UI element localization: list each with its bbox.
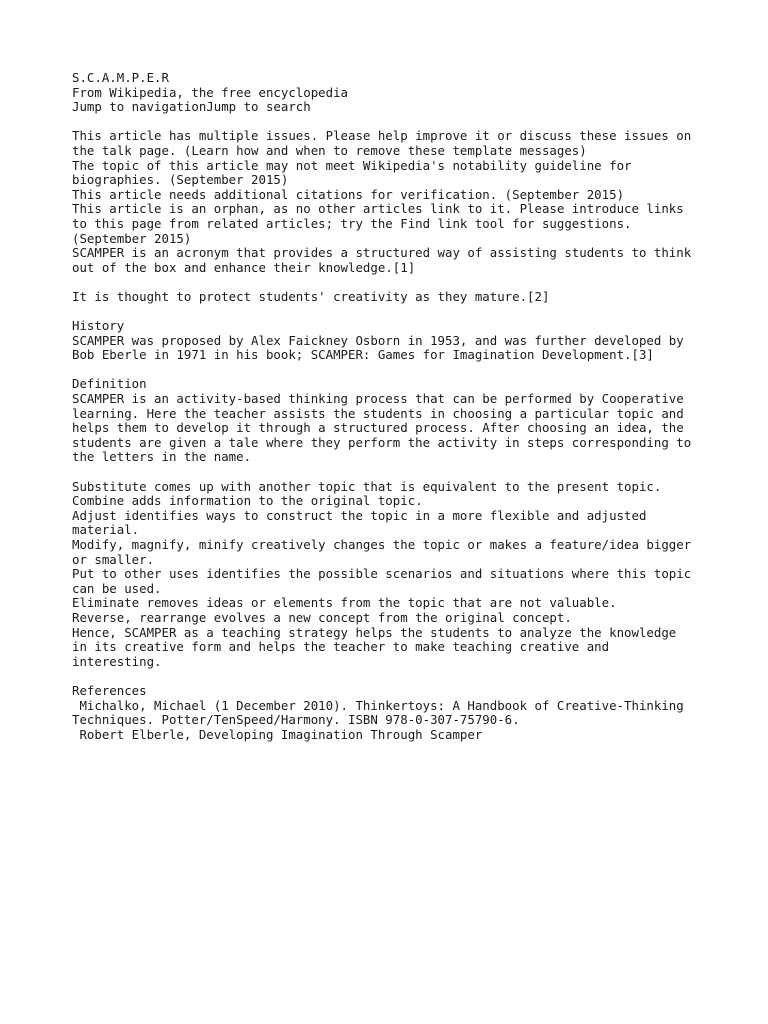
article-title: S.C.A.M.P.E.R xyxy=(72,70,169,85)
issues-line: the talk page. (Learn how and when to remove these template messages) xyxy=(72,142,587,158)
definition-section xyxy=(72,377,712,465)
steps-section xyxy=(72,480,712,670)
step-line: Reverse, rearrange evolves a new concept from the original concept. xyxy=(72,609,572,625)
step-line: Put to other uses identifies the possible scenarios and situations where this topic xyxy=(72,566,692,582)
definition-line: the letters in the name. xyxy=(72,449,252,465)
history-line: Bob Eberle in 1971 in his book; SCAMPER: Games for Imagination Development.[3] xyxy=(72,347,654,363)
history-section xyxy=(72,319,712,363)
summary-line: in its creative form and helps the teacher to make teaching creative and xyxy=(72,639,610,655)
spacer xyxy=(72,275,712,290)
issues-block xyxy=(72,129,712,275)
source-line: From Wikipedia, the free encyclopedia xyxy=(72,84,349,100)
issues-line: This article needs additional citations for verification. (September 2015) xyxy=(72,186,625,202)
step-line: Modify, magnify, minify creatively changes the topic or makes a feature/idea bigger xyxy=(72,537,692,552)
definition-line: helps them to develop it through a structured process. After choosing an idea, the xyxy=(72,420,684,436)
step-line: Substitute comes up with another topic that is equivalent to the present topic. xyxy=(72,478,662,494)
intro-line: out of the box and enhance their knowledge.[1] xyxy=(72,259,416,275)
summary-line: interesting. xyxy=(72,653,162,669)
reference-item: Michalko, Michael (1 December 2010). Thinkertoys: A Handbook of Creative-Thinking xyxy=(72,697,684,713)
step-line: material. xyxy=(72,522,140,538)
summary-line: Hence, SCAMPER as a teaching strategy helps the students to analyze the knowledge xyxy=(72,624,677,640)
issues-line: This article has multiple issues. Please help improve it or discuss these issues on xyxy=(72,128,692,144)
reference-item: Robert Elberle, Developing Imagination Through Scamper xyxy=(72,726,483,742)
definition-line: students are given a tale where they perform the activity in steps corresponding to xyxy=(72,434,692,450)
step-line: Combine adds information to the original topic. xyxy=(72,493,423,509)
history-line: SCAMPER was proposed by Alex Faickney Osborn in 1953, and was further developed by xyxy=(72,332,684,348)
issues-line: (September 2015) xyxy=(72,230,192,246)
issues-line: This article is an orphan, as no other articles link to it. Please introduce links xyxy=(72,201,684,217)
definition-heading: Definition xyxy=(72,376,147,392)
definition-line: learning. Here the teacher assists the students in choosing a particular topic and xyxy=(72,405,684,421)
step-line: Adjust identifies ways to construct the topic in a more flexible and adjusted xyxy=(72,507,647,523)
spacer xyxy=(72,305,712,320)
jump-links[interactable]: Jump to navigationJump to search xyxy=(72,99,311,115)
intro-line: SCAMPER is an acronym that provides a structured way of assisting students to think xyxy=(72,245,692,261)
issues-line: The topic of this article may not meet Wikipedia's notability guideline for xyxy=(72,157,632,173)
step-line: Eliminate removes ideas or elements from the topic that are not valuable. xyxy=(72,595,617,611)
issues-line: to this page from related articles; try the Find link tool for suggestions. xyxy=(72,215,632,231)
references-heading: References xyxy=(72,682,147,698)
spacer xyxy=(72,115,712,130)
spacer xyxy=(72,669,712,684)
creativity-paragraph: It is thought to protect students' creativity as they mature.[2] xyxy=(72,288,550,304)
article-page xyxy=(72,71,712,742)
history-heading: History xyxy=(72,318,125,334)
issues-line: biographies. (September 2015) xyxy=(72,172,289,188)
spacer xyxy=(72,465,712,480)
step-line: can be used. xyxy=(72,580,162,596)
references-section xyxy=(72,684,712,742)
step-line: or smaller. xyxy=(72,551,155,567)
definition-line: SCAMPER is an activity-based thinking process that can be performed by Cooperative xyxy=(72,391,684,407)
spacer xyxy=(72,363,712,378)
reference-item: Techniques. Potter/TenSpeed/Harmony. ISBN 978-0-307-75790-6. xyxy=(72,712,520,728)
